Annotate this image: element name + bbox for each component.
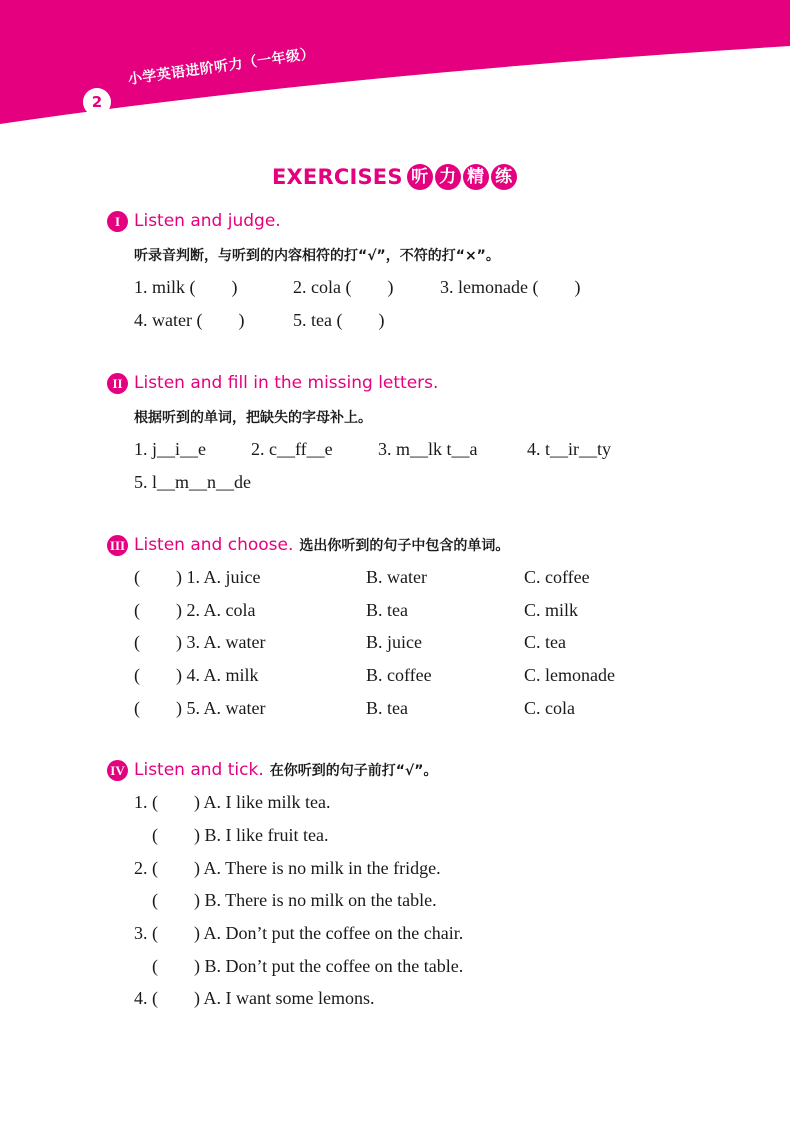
header-band bbox=[0, 0, 790, 140]
choice-question: ( ) 5. A. water bbox=[134, 698, 266, 718]
section-1-heading bbox=[107, 208, 281, 234]
title-char: 力 bbox=[435, 164, 461, 190]
tick-line: 1. ( ) A. I like milk tea. bbox=[134, 792, 331, 812]
section-title: Listen and fill in the missing letters. bbox=[134, 373, 439, 393]
choice-option-c: C. milk bbox=[524, 600, 579, 620]
title-char: 听 bbox=[407, 164, 433, 190]
exercise-item: 4. water ( ) bbox=[134, 310, 245, 330]
exercise-item: 1. milk ( ) bbox=[134, 277, 238, 297]
section-instruction-inline: 在你听到的句子前打“√”。 bbox=[269, 763, 438, 779]
choice-option-b: B. tea bbox=[366, 600, 408, 620]
choice-option-b: B. tea bbox=[366, 698, 408, 718]
tick-line: 2. ( ) A. There is no milk in the fridge. bbox=[134, 858, 441, 878]
section-numeral: IV bbox=[107, 760, 128, 781]
exercise-item: 4. t__ir__ty bbox=[527, 439, 611, 459]
exercise-item: 3. lemonade ( ) bbox=[440, 277, 581, 297]
exercises-title bbox=[272, 160, 517, 194]
choice-option-c: C. tea bbox=[524, 632, 566, 652]
tick-line: 3. ( ) A. Don’t put the coffee on the chair. bbox=[134, 923, 464, 943]
title-char: 精 bbox=[463, 164, 489, 190]
section-title: Listen and judge. bbox=[134, 211, 281, 231]
exercise-item: 2. cola ( ) bbox=[293, 277, 394, 297]
choice-option-b: B. juice bbox=[366, 632, 422, 652]
title-char: 练 bbox=[491, 164, 517, 190]
exercises-title-zh bbox=[405, 164, 517, 190]
exercise-item: 5. tea ( ) bbox=[293, 310, 385, 330]
choice-option-c: C. lemonade bbox=[524, 665, 615, 685]
tick-line: ( ) B. Don’t put the coffee on the table. bbox=[134, 956, 464, 976]
exercise-item: 2. c__ff__e bbox=[251, 439, 333, 459]
section-1-instruction: 听录音判断，与听到的内容相符的打“√”，不符的打“×”。 bbox=[134, 248, 500, 264]
choice-option-c: C. cola bbox=[524, 698, 575, 718]
choice-question: ( ) 1. A. juice bbox=[134, 567, 261, 587]
choice-option-c: C. coffee bbox=[524, 567, 590, 587]
book-title: 小学英语进阶听力（一年级） bbox=[127, 45, 316, 88]
exercise-item: 5. l__m__n__de bbox=[134, 472, 251, 492]
section-2-heading bbox=[107, 370, 438, 396]
tick-line: 4. ( ) A. I want some lemons. bbox=[134, 988, 375, 1008]
choice-question: ( ) 4. A. milk bbox=[134, 665, 259, 685]
section-title: Listen and tick. bbox=[134, 760, 264, 780]
exercises-title-en: EXERCISES bbox=[272, 165, 403, 189]
exercise-item: 1. j__i__e bbox=[134, 439, 206, 459]
section-numeral: I bbox=[107, 211, 128, 232]
tick-line: ( ) B. I like fruit tea. bbox=[134, 825, 329, 845]
choice-option-b: B. water bbox=[366, 567, 427, 587]
section-numeral: III bbox=[107, 535, 128, 556]
choice-option-b: B. coffee bbox=[366, 665, 432, 685]
section-2-instruction: 根据听到的单词，把缺失的字母补上。 bbox=[134, 410, 372, 426]
section-4-heading bbox=[107, 757, 437, 783]
choice-question: ( ) 2. A. cola bbox=[134, 600, 256, 620]
section-numeral: II bbox=[107, 373, 128, 394]
section-3-heading bbox=[107, 532, 509, 558]
section-instruction-inline: 选出你听到的句子中包含的单词。 bbox=[299, 538, 510, 554]
page-number: 2 bbox=[83, 88, 111, 116]
choice-question: ( ) 3. A. water bbox=[134, 632, 266, 652]
exercise-item: 3. m__lk t__a bbox=[378, 439, 478, 459]
section-title: Listen and choose. bbox=[134, 535, 294, 555]
tick-line: ( ) B. There is no milk on the table. bbox=[134, 890, 437, 910]
